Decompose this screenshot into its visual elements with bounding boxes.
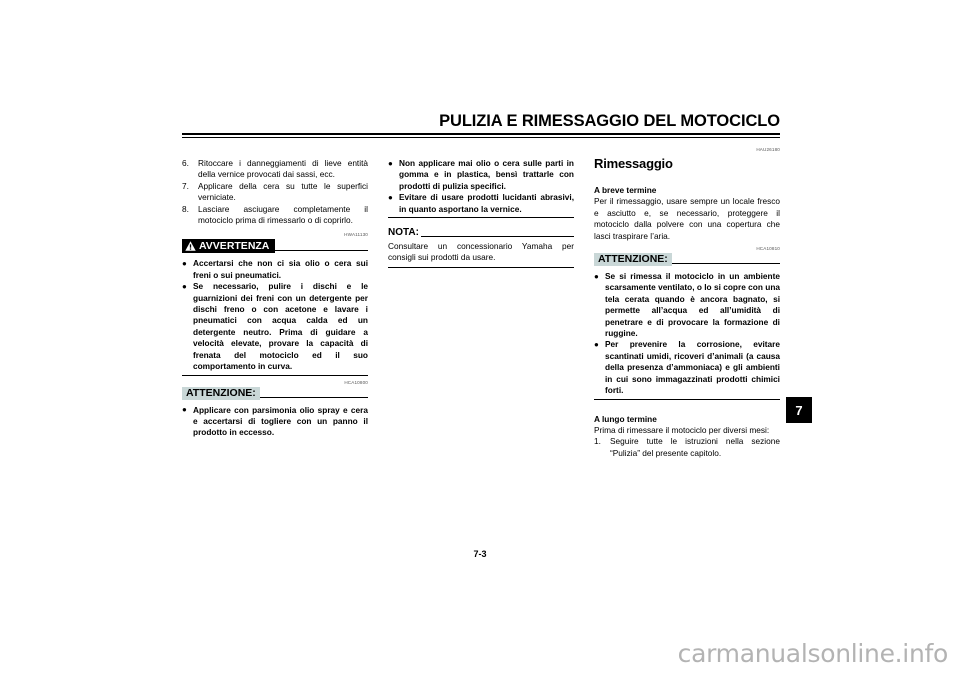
short-term-text: Per il rimessaggio, usare sempre un locale fresco e asciutto e, se necessario, proteggere il motociclo dalla polvere con una copertura che lasci traspirare l’aria.	[594, 196, 780, 241]
section-code-id: HAU26180	[756, 147, 780, 152]
long-term-intro: Prima di rimessare il motociclo per diversi mesi:	[594, 424, 770, 435]
spacer	[594, 400, 780, 414]
column-2	[388, 158, 574, 268]
bullet-icon: ●	[594, 271, 599, 281]
page-number: 7-3	[473, 549, 487, 559]
list-item	[388, 158, 574, 192]
bullet-text: Non applicare mai olio o cera sulle parti in gomma e in plastica, bensì trattarle con prodotti di pulizia specifici.	[399, 158, 574, 191]
caution-bullets	[182, 405, 368, 439]
caution-code-id: HCA10810	[756, 246, 780, 252]
list-item	[594, 339, 780, 396]
spacer	[594, 171, 780, 185]
list-item	[182, 258, 368, 281]
step-number: 6.	[182, 158, 189, 168]
caution-rule	[672, 253, 780, 266]
chapter-thumb-tab: 7	[786, 397, 812, 423]
bullet-icon: ●	[182, 405, 187, 414]
bullet-icon: ●	[182, 281, 187, 291]
bullet-icon: ●	[388, 158, 393, 168]
list-item	[182, 281, 368, 372]
step-text: Ritoccare i danneggiamenti di lieve entità della vernice provocati dai sassi, ecc.	[198, 158, 368, 180]
list-item	[182, 181, 368, 204]
column-3	[594, 146, 780, 459]
section-title: Rimessaggio	[594, 156, 673, 171]
warning-label: AVVERTENZA	[199, 240, 270, 253]
caution-label: ATTENZIONE:	[594, 253, 672, 266]
column2-bullets	[388, 158, 574, 215]
column-1	[182, 158, 368, 439]
caution-bullets	[594, 271, 780, 396]
step-number: 7.	[182, 180, 189, 191]
long-term-heading: A lungo termine	[594, 413, 657, 424]
cleaning-steps-list	[182, 158, 368, 226]
short-term-heading: A breve termine	[594, 185, 657, 195]
step-number: 1.	[594, 436, 601, 447]
header-divider	[182, 133, 780, 138]
step-text: Seguire tutte le istruzioni nella sezione “Pulizia” del presente capitolo.	[610, 436, 780, 458]
list-item	[594, 436, 780, 459]
spacer	[388, 218, 574, 227]
long-term-steps-list	[594, 436, 780, 459]
step-text: Applicare della cera su tutte le superfici verniciate.	[198, 180, 368, 203]
list-item	[594, 271, 780, 339]
warning-banner	[182, 239, 368, 253]
warning-triangle-icon	[185, 241, 196, 251]
caution-banner	[594, 253, 780, 266]
bullet-icon: ●	[182, 258, 187, 268]
step-number: 8.	[182, 203, 189, 214]
note-end-rule	[388, 267, 574, 268]
note-banner	[388, 227, 574, 239]
bullet-text: Accertarsi che non ci sia olio o cera sui freni o sui pneumatici.	[193, 258, 368, 280]
list-item	[182, 158, 368, 181]
warning-bullets	[182, 258, 368, 372]
bullet-text: Se si rimessa il motociclo in un ambiente scarsamente ventilato, o lo si copre con una tela cerata quando è ancora bagnato, si permette all’acqua ed all’umidità di penetrare e di provocare la formazione di ruggine.	[605, 271, 780, 339]
warning-rule	[275, 239, 368, 253]
caution-label: ATTENZIONE:	[182, 387, 260, 400]
caution-banner	[182, 387, 368, 400]
warning-end-rule	[182, 375, 368, 376]
note-label: NOTA:	[388, 227, 419, 239]
warning-code-id: HWA11130	[344, 232, 368, 238]
site-watermark: carmanualsonline.info	[677, 639, 948, 668]
list-item	[182, 204, 368, 227]
bullet-text: Se necessario, pulire i dischi e le guarnizioni dei freni con un detergente per dischi freno o con acetone e lavare i pneumatici con acqua calda ed un detergente neutro. Prima di guidare a velocità elevate, provare la capacità di frenata del motociclo ed il suo comportamento in curva.	[193, 281, 368, 372]
note-rule	[421, 227, 574, 239]
bullet-icon: ●	[388, 192, 393, 202]
bullet-text: Applicare con parsimonia olio spray e cera e accertarsi di togliere con un panno il prodotto in eccesso.	[193, 404, 368, 438]
list-item	[388, 192, 574, 215]
page-title: PULIZIA E RIMESSAGGIO DEL MOTOCICLO	[439, 112, 780, 130]
bullet-icon: ●	[594, 339, 599, 349]
caution-code-id: HCA10800	[344, 379, 368, 385]
warning-plate	[182, 239, 275, 253]
list-item	[182, 405, 368, 439]
step-text: Lasciare asciugare completamente il motociclo prima di rimessarlo o di coprirlo.	[198, 203, 368, 226]
bullet-text: Per prevenire la corrosione, evitare scantinati umidi, ricoveri d’animali (a causa della presenza d’ammoniaca) e gli ambienti in cui sono immagazzinati prodotti chimici forti.	[605, 339, 780, 396]
page-header	[182, 113, 780, 138]
bullet-text: Evitare di usare prodotti lucidanti abrasivi, in quanto asportano la vernice.	[399, 192, 574, 214]
caution-rule	[260, 387, 368, 400]
note-text: Consultare un concessionario Yamaha per consigli sui prodotti da usare.	[388, 241, 574, 263]
